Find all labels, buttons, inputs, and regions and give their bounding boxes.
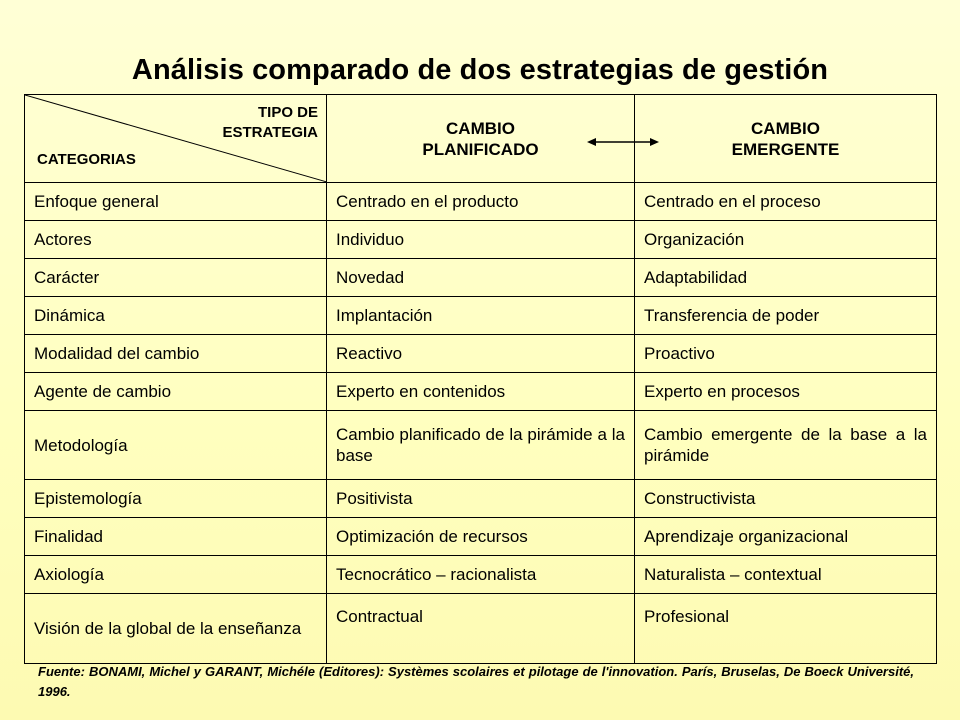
- page-title: Análisis comparado de dos estrategias de gestión: [131, 54, 829, 86]
- tipo-line1: TIPO DE: [257, 104, 318, 121]
- table-row: [25, 373, 937, 411]
- categorias-label: CATEGORIAS: [37, 151, 136, 168]
- planificado-cell: Experto en contenidos: [327, 373, 635, 411]
- emergente-cell: Profesional: [635, 594, 937, 664]
- col2-line2: EMERGENTE: [731, 139, 840, 159]
- header-corner-cell: [25, 95, 327, 183]
- tipo-estrategia-label: [222, 103, 318, 143]
- planificado-cell: Positivista: [327, 480, 635, 518]
- table-row: [25, 518, 937, 556]
- emergente-cell: Aprendizaje organizacional: [635, 518, 937, 556]
- planificado-cell: Contractual: [327, 594, 635, 664]
- col2-line1: CAMBIO: [751, 118, 820, 138]
- planificado-cell: Reactivo: [327, 335, 635, 373]
- col1-line2: PLANIFICADO: [422, 139, 539, 159]
- planificado-cell: Novedad: [327, 259, 635, 297]
- double-arrow-icon: [587, 134, 659, 150]
- category-cell: Axiología: [25, 556, 327, 594]
- table-row: [25, 556, 937, 594]
- emergente-cell: Naturalista – contextual: [635, 556, 937, 594]
- emergente-cell: Cambio emergente de la base a la pirámide: [635, 411, 937, 480]
- emergente-cell: Organización: [635, 221, 937, 259]
- category-cell: Epistemología: [25, 480, 327, 518]
- header-cambio-emergente: [635, 95, 937, 183]
- planificado-cell: Cambio planificado de la pirámide a la base: [327, 411, 635, 480]
- category-cell: Metodología: [25, 411, 327, 480]
- col1-line1: CAMBIO: [446, 118, 515, 138]
- tipo-line2: ESTRATEGIA: [222, 124, 318, 141]
- planificado-cell: Tecnocrático – racionalista: [327, 556, 635, 594]
- emergente-cell: Transferencia de poder: [635, 297, 937, 335]
- category-cell: Actores: [25, 221, 327, 259]
- category-cell: Agente de cambio: [25, 373, 327, 411]
- table-row: [25, 297, 937, 335]
- table-row: [25, 259, 937, 297]
- table-row: [25, 594, 937, 664]
- comparison-table: [24, 94, 937, 664]
- category-cell: Carácter: [25, 259, 327, 297]
- table-row: [25, 335, 937, 373]
- emergente-cell: Adaptabilidad: [635, 259, 937, 297]
- emergente-cell: Centrado en el proceso: [635, 183, 937, 221]
- table-row: [25, 480, 937, 518]
- category-cell: Finalidad: [25, 518, 327, 556]
- header-row: [25, 95, 937, 183]
- table-row: [25, 221, 937, 259]
- table-row: [25, 411, 937, 480]
- emergente-cell: Experto en procesos: [635, 373, 937, 411]
- planificado-cell: Centrado en el producto: [327, 183, 635, 221]
- planificado-cell: Individuo: [327, 221, 635, 259]
- planificado-cell: Optimización de recursos: [327, 518, 635, 556]
- emergente-cell: Proactivo: [635, 335, 937, 373]
- category-cell: Dinámica: [25, 297, 327, 335]
- table-row: [25, 183, 937, 221]
- category-cell: Modalidad del cambio: [25, 335, 327, 373]
- planificado-cell: Implantación: [327, 297, 635, 335]
- category-cell: Visión de la global de la enseñanza: [25, 594, 327, 664]
- source-citation: Fuente: BONAMI, Michel y GARANT, Michéle (Editores): Systèmes scolaires et pilotage de l'innovation. París, Bruselas, De Boeck Université, 1996.: [38, 664, 914, 699]
- category-cell: Enfoque general: [25, 183, 327, 221]
- emergente-cell: Constructivista: [635, 480, 937, 518]
